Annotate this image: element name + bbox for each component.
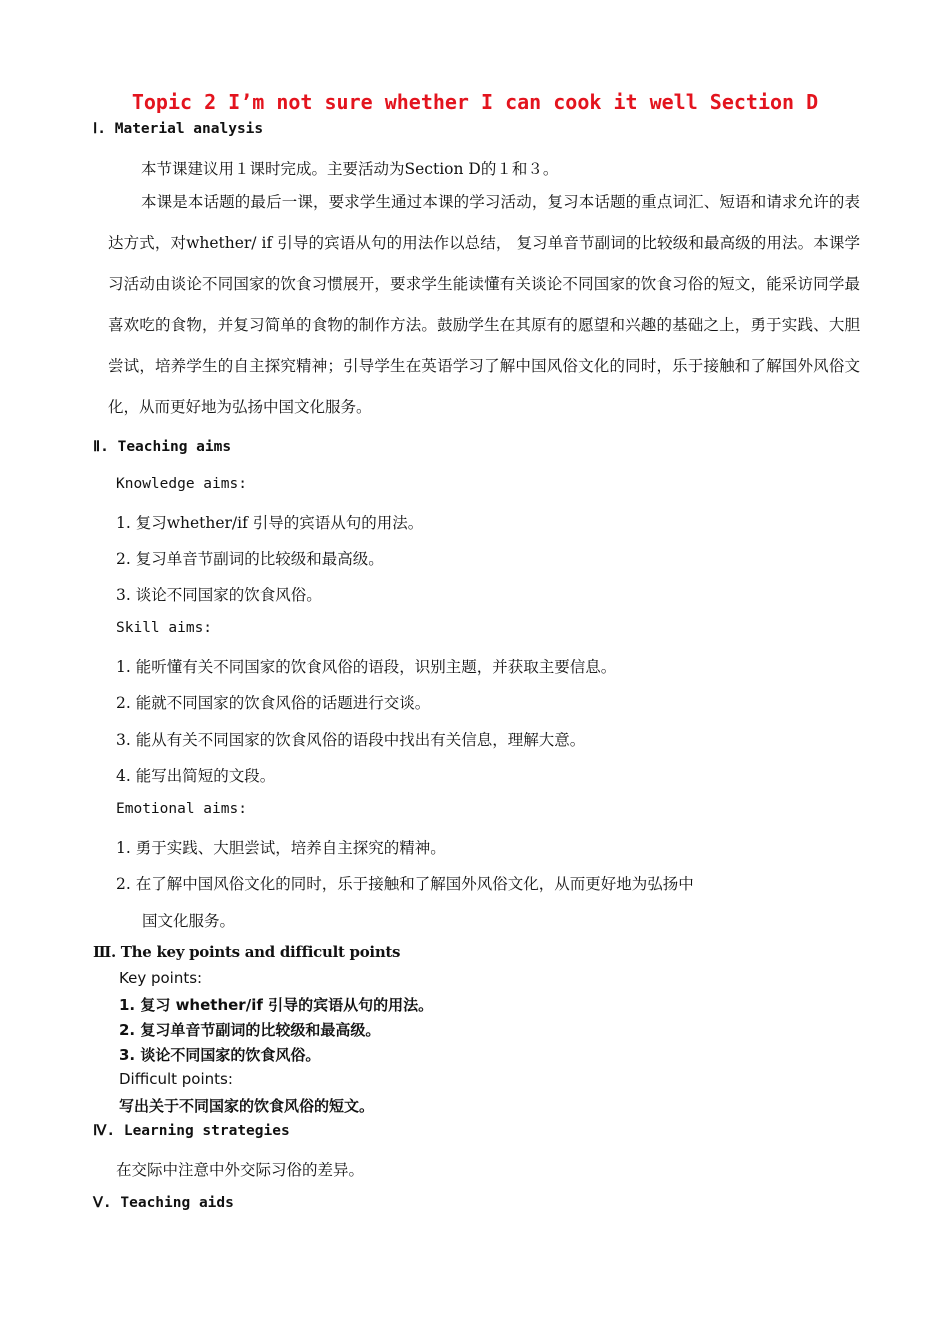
knowledge-aims-label: Knowledge aims: (116, 476, 247, 492)
knowledge-aim-item: 1. 复习whether/if 引导的宾语从句的用法。 (116, 514, 424, 532)
skill-aims-label: Skill aims: (116, 620, 213, 636)
key-point-item: 3. 谈论不同国家的饮食风俗。 (119, 1046, 321, 1064)
key-point-item: 2. 复习单音节副词的比较级和最高级。 (119, 1021, 381, 1039)
difficult-point-text: 写出关于不同国家的饮食风俗的短文。 (119, 1097, 375, 1115)
emotional-aim-item: 1. 勇于实践、大胆尝试，培养自主探究的精神。 (116, 839, 446, 857)
section-2-heading: Ⅱ. Teaching aims (93, 439, 232, 455)
document-title: Topic 2 I’m not sure whether I can cook it well Section D (131, 90, 819, 114)
knowledge-aim-item: 2. 复习单音节副词的比较级和最高级。 (116, 550, 384, 568)
section-1-heading: Ⅰ. Material analysis (93, 121, 264, 137)
skill-aim-item: 3. 能从有关不同国家的饮食风俗的语段中找出有关信息，理解大意。 (116, 731, 586, 749)
section-5-heading: Ⅴ. Teaching aids (93, 1195, 234, 1211)
skill-aim-item: 2. 能就不同国家的饮食风俗的话题进行交谈。 (116, 694, 431, 712)
key-point-item: 1. 复习 whether/if 引导的宾语从句的用法。 (119, 996, 434, 1014)
emotional-aim-continuation: 国文化服务。 (142, 912, 236, 930)
emotional-aims-label: Emotional aims: (116, 801, 247, 817)
skill-aim-item: 1. 能听懂有关不同国家的饮食风俗的语段，识别主题，并获取主要信息。 (116, 658, 617, 676)
knowledge-aim-item: 3. 谈论不同国家的饮食风俗。 (116, 586, 322, 604)
emotional-aim-item: 2. 在了解中国风俗文化的同时，乐于接触和了解国外风俗文化，从而更好地为弘扬中 (116, 875, 694, 893)
material-paragraph: 本课是本话题的最后一课，要求学生通过本课的学习活动，复习本话题的重点词汇、短语和请求允许的表达方式，对whether/ if 引导的宾语从句的用法作以总结， 复习单音节副词的比较级和最高级的用法。本课学习活动由谈论不同国家的饮食习惯展开，要求学生能读懂有关谈论不同国家的饮食习俗的短文，能采访同学最喜欢吃的食物，并复习简单的食物的制作方法。鼓励学生在其原有的愿望和兴趣的基础之上，勇于实践、大胆尝试，培养学生的自主探究精神；引导学生在英语学习了解中国风俗文化的同时，乐于接触和了解国外风俗文化，从而更好地为弘扬中国文化服务。 (108, 193, 860, 416)
difficult-points-label: Difficult points: (119, 1070, 233, 1088)
material-line-1: 本节课建议用１课时完成。主要活动为Section D的１和３。 (141, 160, 559, 178)
key-points-label: Key points: (119, 969, 203, 987)
learning-strategies-text: 在交际中注意中外交际习俗的差异。 (116, 1161, 365, 1179)
skill-aim-item: 4. 能写出简短的文段。 (116, 767, 276, 785)
section-3-heading: Ⅲ. The key points and difficult points (93, 943, 401, 961)
section-4-heading: Ⅳ. Learning strategies (93, 1123, 290, 1139)
